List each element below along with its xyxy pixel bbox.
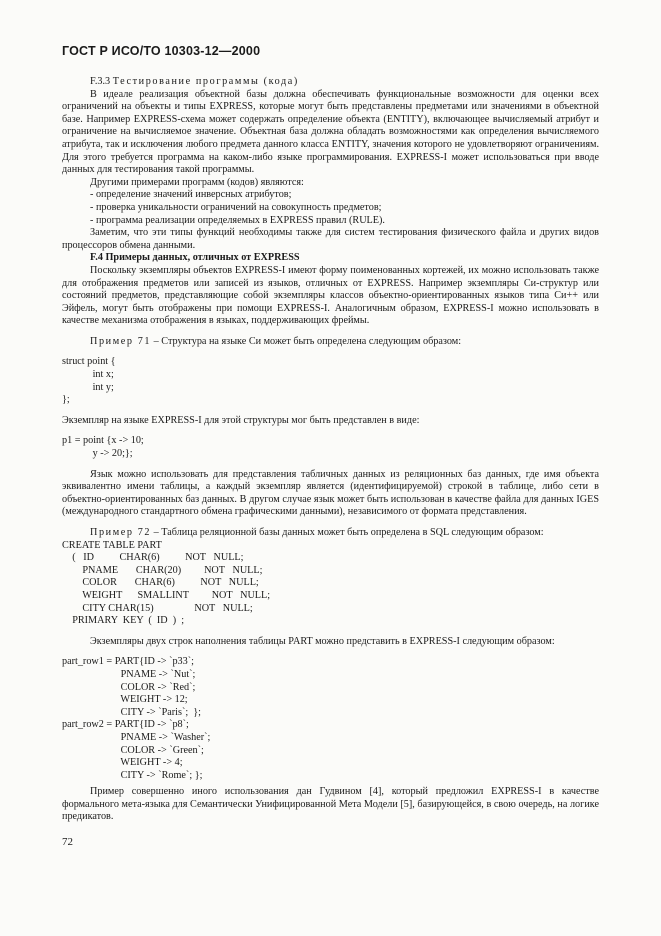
- example-72-text: – Таблица реляционной базы данных может быть определена в SQL следующим образом:: [151, 527, 544, 538]
- section-f4-heading: F.4 Примеры данных, отличных от EXPRESS: [90, 252, 300, 264]
- paragraph-6: Язык можно использовать для представления табличных данных из реляционных баз данных, где имя объекта эквивалентно имени таблицы, а каждый экземпляр является (идентифицируемой) строкой в таблице, либо сети в объектно-ориентированных баз данных. В другом случае язык может быть использован в качестве файла для данных IGES (международного стандартного обмена графическими данными), независимого от формата представления.: [62, 468, 599, 518]
- example-72: [62, 527, 599, 540]
- example-71: [62, 336, 599, 349]
- paragraph-1: В идеале реализация объектной базы должна обеспечивать функциональные возможности для оценки всех ограничений на объекты и типы EXPRESS, которые могут быть представлены предметами или значениями в объектной базе. Например EXPRESS-схема может содержать определение объекта (ENTITY), включающее вычисляемый атрибут и ограничение на вычисляемое значение. Объектная база должна обладать возможностями как определения вычисляемого атрибута, так и исключения любого предмета данного класса ENTITY, значения которого не удовлетворяют ограничениям. Для этого требуется программа на каком-либо языке программирования. EXPRESS-I может использоваться при вводе данных для тестирования такой программы.: [62, 88, 599, 176]
- list-item: - проверка уникальности ограничений на совокупность предметов;: [90, 201, 382, 213]
- code-express-rows: part_row1 = PART{ID -> `p33`; PNAME -> `Nut`; COLOR -> `Red`; WEIGHT -> 12; CITY -> `Paris`; }; part_row2 = PART{ID -> `p8`; PNAME -> `Washer`; COLOR -> `Green`; WEIGHT -> 4; CITY -> `Rome`; };: [62, 656, 211, 781]
- section-f33-heading: [62, 76, 599, 89]
- list-item: - программа реализации определяемых в EXPRESS правил (RULE).: [90, 214, 385, 226]
- section-f33-title: Тестирование программы (кода): [112, 76, 299, 87]
- code-c-struct: struct point { int x; int y; };: [62, 356, 116, 406]
- list-item: - определение значений инверсных атрибутов;: [90, 189, 292, 201]
- code-sql-table: CREATE TABLE PART ( ID CHAR(6) NOT NULL; PNAME CHAR(20) NOT NULL; COLOR CHAR(6) NOT NULL; WEIGHT SMALLINT NOT NULL; CITY CHAR(15) NOT NULL; PRIMARY KEY ( ID ) ;: [62, 539, 271, 627]
- example-71-label: Пример 71: [90, 335, 152, 347]
- page-header: ГОСТ Р ИСО/ТО 10303-12—2000: [62, 44, 261, 58]
- code-express-instance: p1 = point {x -> 10; y -> 20;};: [62, 435, 144, 460]
- paragraph-4: Поскольку экземпляры объектов EXPRESS-I имеют форму поименованных кортежей, их можно использовать также для отображения предметов или записей из языков, отличных от EXPRESS. Например экземпляры Си-структур или состояний предметов, представляющие собой экземпляры классов объектно-ориентированных языков типа Си++ или Эйфель, могут быть отображены при помощи EXPRESS-I. Аналогичным образом, EXPRESS-I можно использовать в качестве механизма отображения в языках, поддерживающих фреймы.: [62, 264, 599, 327]
- paragraph-2: Другими примерами программ (кодов) являются:: [90, 176, 304, 188]
- page-number: 72: [62, 836, 73, 848]
- paragraph-8: Пример совершенно иного использования дан Гудвином [4], который предложил EXPRESS-I в качестве формального мета-языка для Семантически Унифицированной Мета Модели [5], базирующейся, в свою очередь, на логике предикатов.: [62, 786, 599, 823]
- paragraph-3: Заметим, что эти типы функций необходимы также для систем тестирования физического файла и других видов процессоров обмена данными.: [62, 227, 599, 251]
- example-71-text: – Структура на языке Си может быть определена следующим образом:: [151, 335, 462, 347]
- page-content: [62, 76, 599, 824]
- example-72-label: Пример 72: [90, 527, 152, 538]
- section-f33-number: F.3.3: [90, 76, 111, 87]
- paragraph-5: Экземпляр на языке EXPRESS-I для этой структуры мог быть представлен в виде:: [62, 414, 420, 426]
- paragraph-7: Экземпляры двух строк наполнения таблицы PART можно представить в EXPRESS-I следующим образом:: [90, 635, 555, 647]
